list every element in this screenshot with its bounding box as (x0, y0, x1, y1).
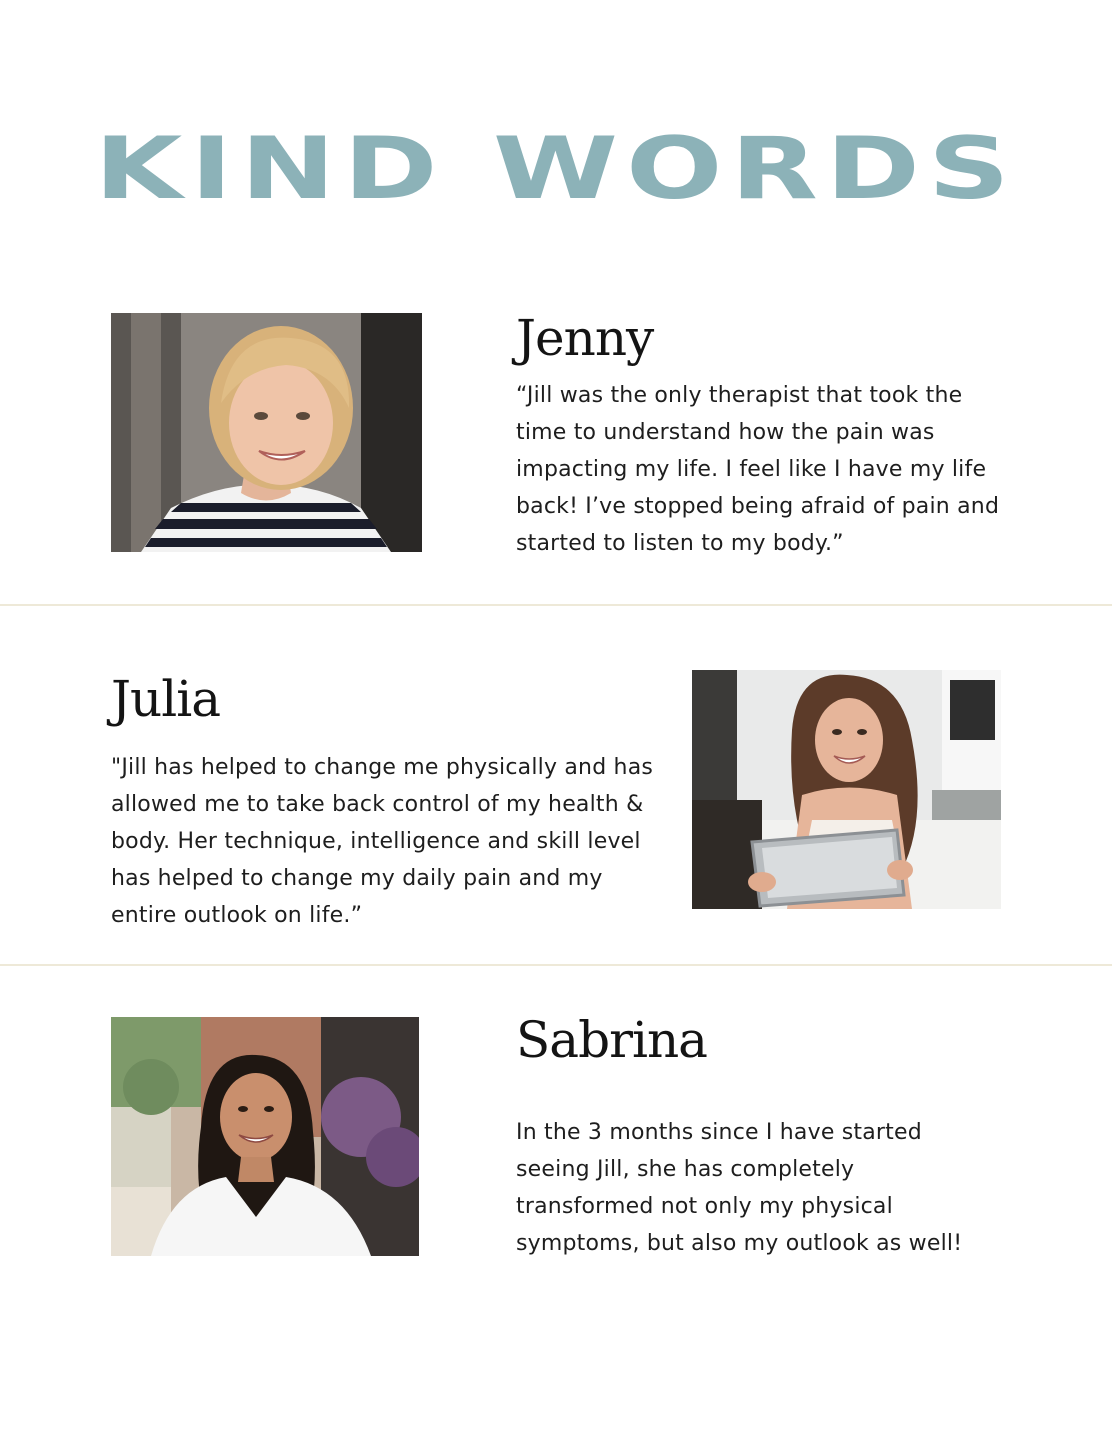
testimonial-quote: "Jill has helped to change me physically and has allowed me to take back control of my health & body. Her technique, intelligence and skill level has helped to change my daily pain and my entire outlook on life.” (111, 755, 654, 928)
page-title: KIND WORDS (94, 119, 1018, 219)
julia-photo (692, 670, 1001, 909)
jenny-photo (111, 313, 422, 552)
sabrina-photo (111, 1017, 419, 1256)
testimonial-quote: In the 3 months since I have started seeing Jill, she has completely transformed not only my physical symptoms, but also my outlook as well! (516, 1120, 963, 1256)
testimonial-name: Sabrina (516, 1011, 707, 1069)
testimonial-name: Jenny (516, 309, 654, 367)
section-divider (0, 964, 1112, 966)
section-divider (0, 604, 1112, 606)
testimonial-name: Julia (111, 670, 221, 728)
testimonial-quote: “Jill was the only therapist that took the time to understand how the pain was impacting my life. I feel like I have my life back! I’ve stopped being afraid of pain and started to listen to my body.” (516, 383, 1000, 556)
